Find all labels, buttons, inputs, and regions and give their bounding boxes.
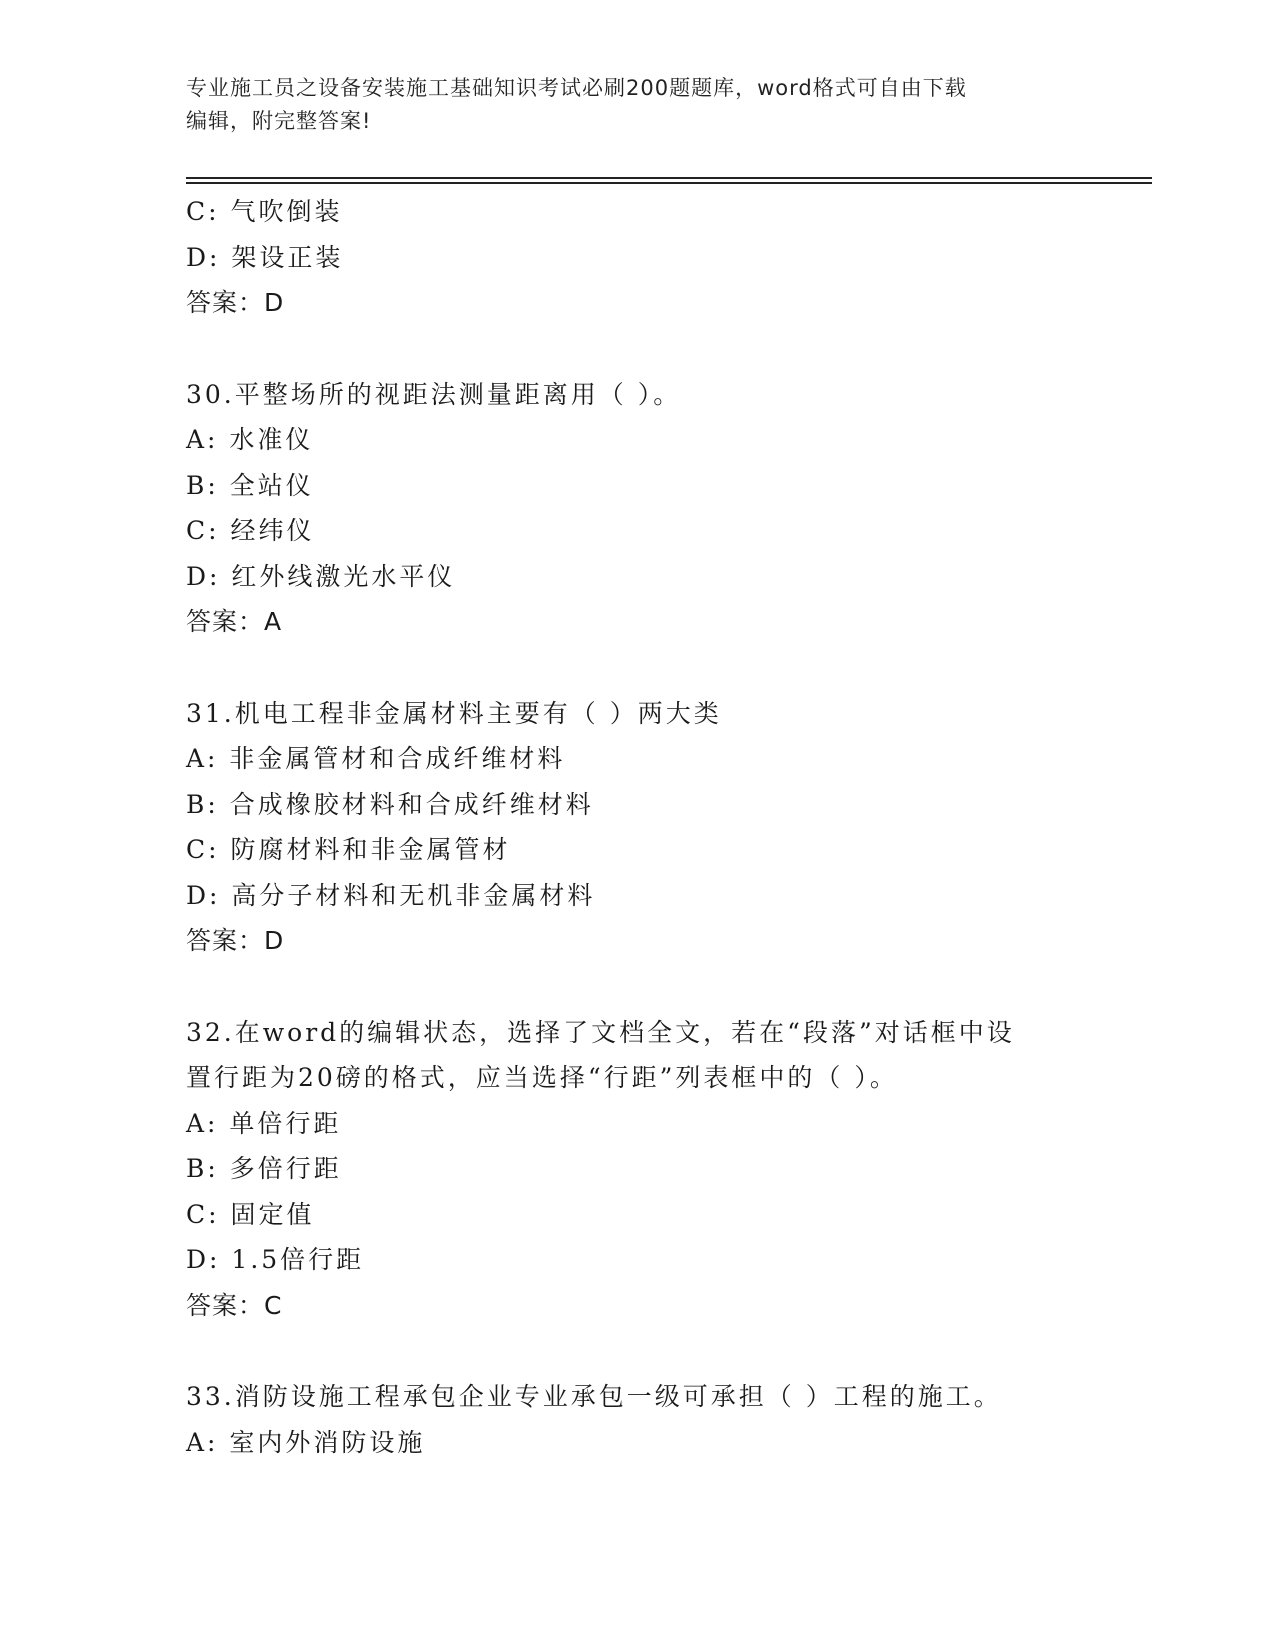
option-a: A: 水准仪 <box>186 425 314 454</box>
question-32 <box>186 1010 1152 1329</box>
document-header <box>186 72 1086 138</box>
answer-line: 答案：D <box>186 926 285 955</box>
header-divider-bottom <box>186 182 1152 184</box>
question-text: 33.消防设施工程承包企业专业承包一级可承担（ ）工程的施工。 <box>186 1382 1002 1411</box>
option-b: B: 多倍行距 <box>186 1154 342 1183</box>
spacer <box>186 1328 1152 1374</box>
question-text-line-2: 置行距为20磅的格式，应当选择“行距”列表框中的（ ）。 <box>186 1063 898 1092</box>
option-a: A: 室内外消防设施 <box>186 1427 426 1457</box>
option-d: D: 1.5倍行距 <box>186 1245 365 1274</box>
option-d: D: 红外线激光水平仪 <box>186 561 456 591</box>
option-c: C: 固定值 <box>186 1199 315 1229</box>
option-a: A: 单倍行距 <box>186 1108 342 1138</box>
option-a: A: 非金属管材和合成纤维材料 <box>186 744 566 773</box>
header-divider-top <box>186 177 1152 179</box>
document-body <box>186 189 1152 1465</box>
spacer <box>186 964 1152 1010</box>
option-b: B: 合成橡胶材料和合成纤维材料 <box>186 789 594 819</box>
header-line-1: 专业施工员之设备安装施工基础知识考试必刷200题题库，word格式可自由下载 <box>186 76 967 100</box>
option-c: C: 经纬仪 <box>186 516 315 545</box>
answer-line: 答案：C <box>186 1290 283 1320</box>
option-c: C: 防腐材料和非金属管材 <box>186 835 511 864</box>
question-text: 30.平整场所的视距法测量距离用（ ）。 <box>186 379 682 409</box>
answer-line: 答案：D <box>186 288 285 317</box>
option-c: C: 气吹倒装 <box>186 197 343 226</box>
question-text-line-1: 32.在word的编辑状态，选择了文档全文，若在“段落”对话框中设 <box>186 1017 1015 1047</box>
option-d: D: 高分子材料和无机非金属材料 <box>186 880 596 910</box>
answer-line: 答案：A <box>186 607 283 636</box>
question-31 <box>186 691 1152 964</box>
question-text: 31.机电工程非金属材料主要有（ ）两大类 <box>186 698 722 728</box>
option-d: D: 架设正装 <box>186 242 344 272</box>
option-b: B: 全站仪 <box>186 470 314 500</box>
spacer <box>186 645 1152 691</box>
spacer <box>186 326 1152 372</box>
question-33 <box>186 1374 1152 1465</box>
header-line-2: 编辑，附完整答案! <box>186 109 372 133</box>
question-30 <box>186 372 1152 645</box>
